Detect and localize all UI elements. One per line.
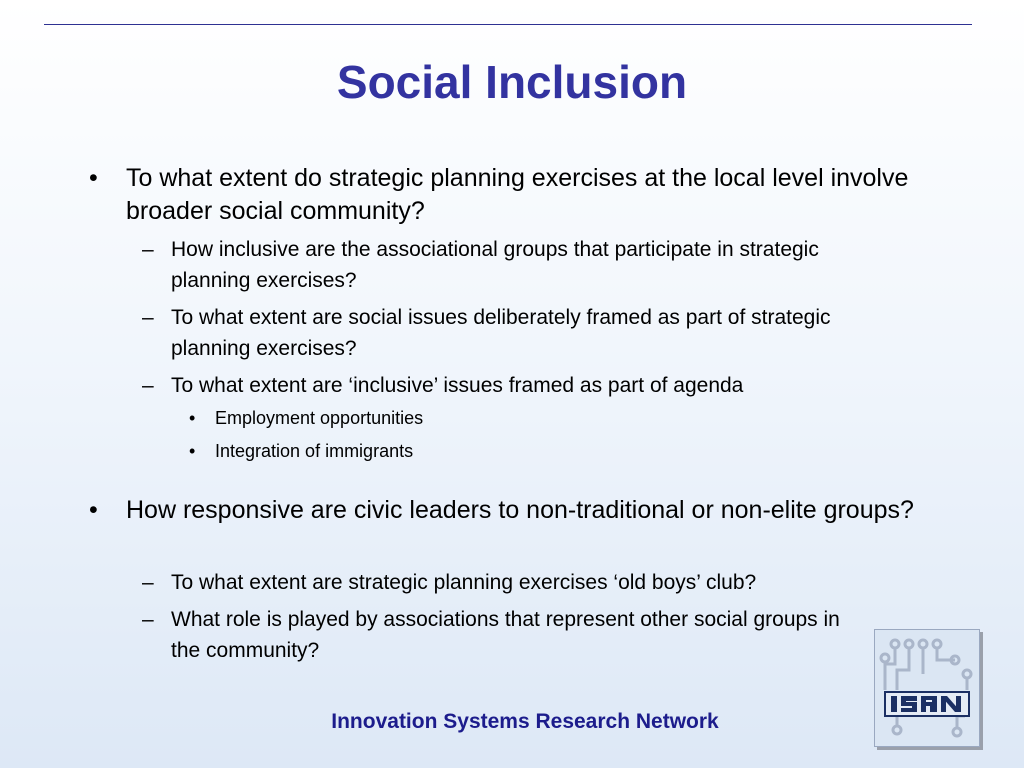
sub-bullet-item: [142, 370, 911, 401]
bullet-marker: •: [189, 408, 196, 428]
bullet-marker: •: [89, 164, 98, 192]
sub-sub-bullet-item: [189, 439, 815, 463]
sub-sub-bullet-text: Employment opportunities: [215, 408, 424, 428]
bullet-text: To what extent do strategic planning exercises at the local level involve broader social community?: [126, 164, 909, 225]
slide-title: Social Inclusion: [336, 56, 688, 108]
bullet-marker: •: [89, 496, 98, 524]
circuit-logo-graphic: [875, 630, 979, 746]
sub-sub-bullet-text: Integration of immigrants: [215, 441, 414, 461]
footer-organization-name: Innovation Systems Research Network: [331, 710, 719, 733]
sub-bullet-text: How inclusive are the associational groups that participate in strategic planning exercises?: [171, 238, 819, 292]
sub-bullet-item: [142, 567, 911, 598]
dash-marker: –: [142, 238, 154, 261]
sub-bullet-item: [142, 604, 871, 666]
dash-marker: –: [142, 374, 154, 397]
sub-bullet-item: [142, 302, 881, 364]
sub-bullet-item: [142, 234, 871, 296]
top-divider-line: [44, 24, 972, 25]
bullet-text: How responsive are civic leaders to non-traditional or non-elite groups?: [126, 496, 914, 524]
sub-bullet-text: To what extent are ‘inclusive’ issues framed as part of agenda: [171, 374, 744, 397]
sub-sub-bullet-item: [189, 406, 815, 430]
bullet-item: [89, 162, 926, 228]
bullet-marker: •: [189, 441, 196, 461]
sub-bullet-text: To what extent are social issues deliberately framed as part of strategic planning exercises?: [171, 306, 831, 360]
sub-bullet-text: To what extent are strategic planning exercises ‘old boys’ club?: [171, 571, 757, 594]
sub-bullet-text: What role is played by associations that represent other social groups in the community?: [171, 608, 840, 662]
dash-marker: –: [142, 608, 154, 631]
bullet-item: [89, 494, 926, 527]
isrn-logo: [874, 629, 980, 747]
dash-marker: –: [142, 571, 154, 594]
dash-marker: –: [142, 306, 154, 329]
